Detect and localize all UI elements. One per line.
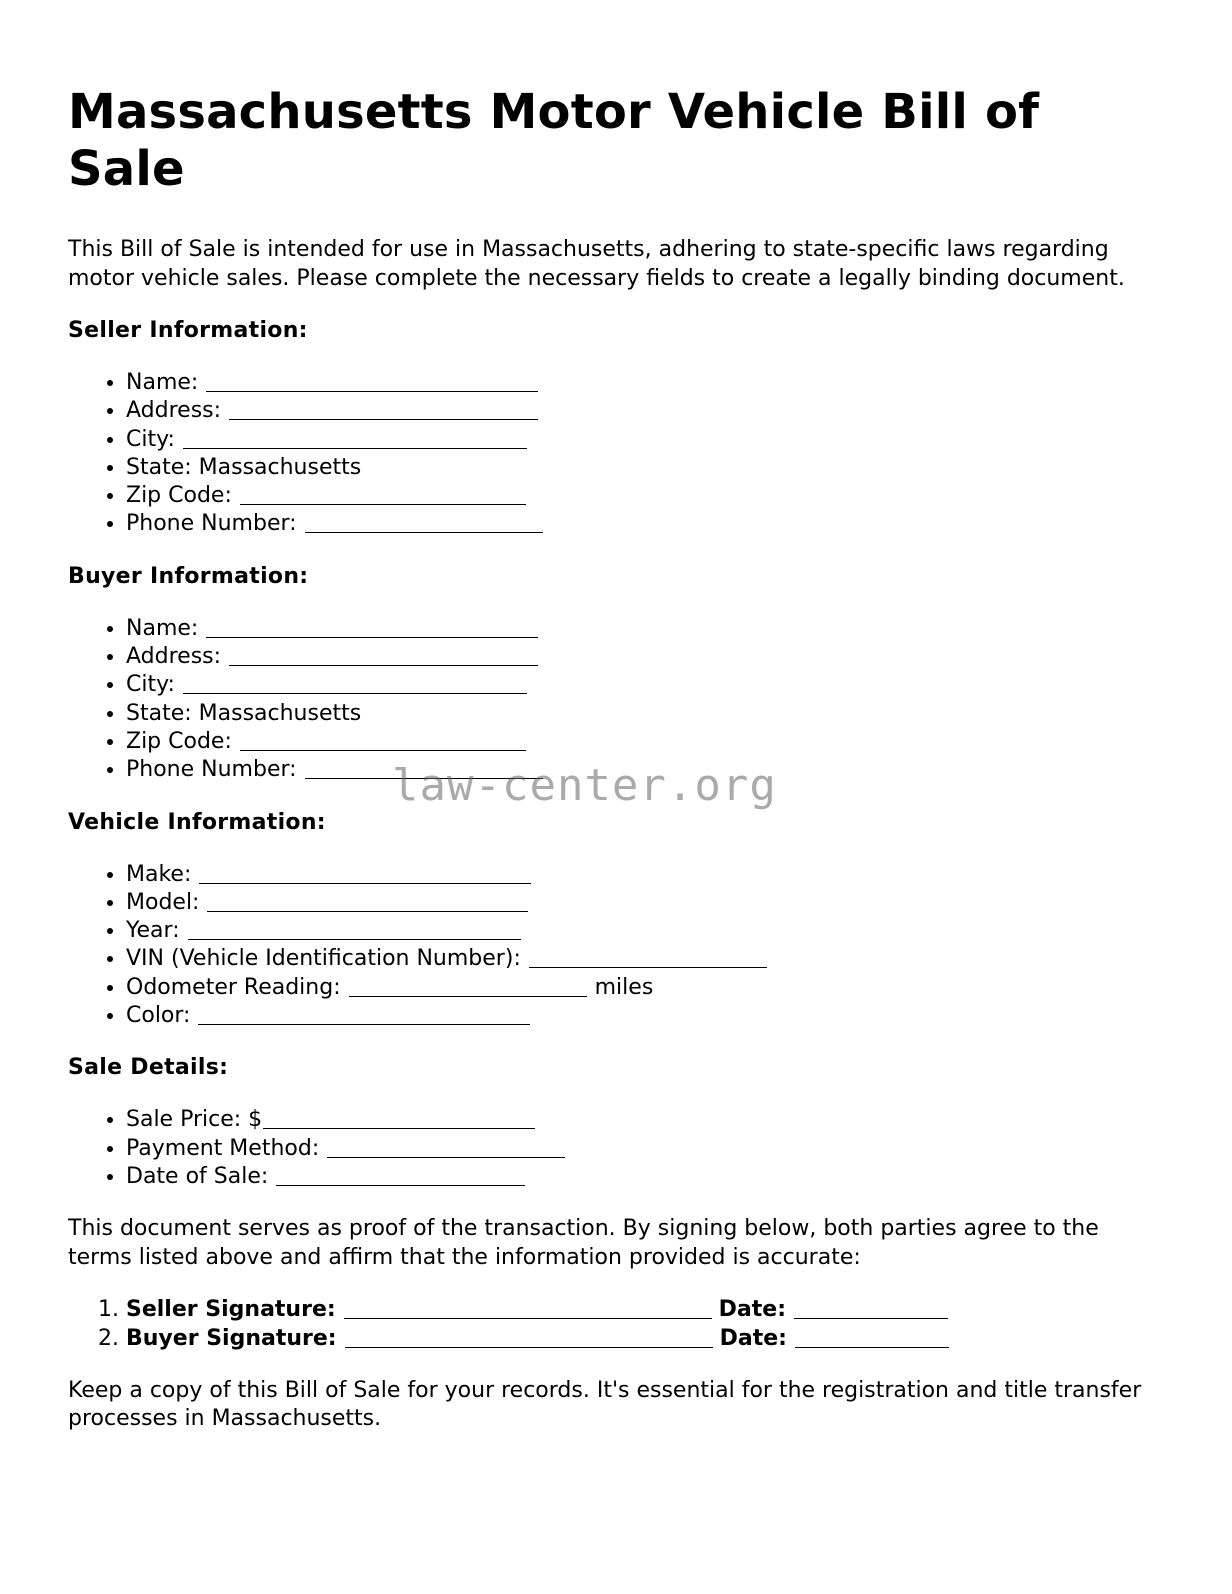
sale-price-field: • Sale Price: $	[126, 1106, 1168, 1134]
sale-payment-field: • Payment Method:	[126, 1135, 1168, 1163]
closing-paragraph: This document serves as proof of the transaction. By signing below, both parties agree to the terms listed above and affirm that the information provided is accurate:	[68, 1216, 1099, 1270]
buyer-zip-blank[interactable]	[240, 750, 526, 751]
buyer-phone-blank[interactable]	[305, 778, 543, 779]
document-title: Massachusetts Motor Vehicle Bill of Sale	[68, 84, 1040, 197]
vehicle-vin-blank[interactable]	[529, 967, 767, 968]
buyer-address-field: • Address:	[126, 643, 1168, 671]
signature-list	[68, 1296, 1168, 1353]
intro-paragraph: This Bill of Sale is intended for use in Massachusetts, adhering to state-specific laws regarding motor vehicle sales. Please complete the necessary fields to create a legally binding document.	[68, 237, 1125, 291]
seller-signature-line: 1. Seller Signature: Date:	[126, 1296, 1168, 1324]
watermark-text: law-center.org	[392, 760, 777, 811]
seller-city-blank[interactable]	[183, 448, 527, 449]
sale-date-blank[interactable]	[276, 1185, 525, 1186]
seller-zip-field: • Zip Code:	[126, 482, 1168, 510]
seller-date-blank[interactable]	[794, 1318, 948, 1319]
buyer-date-blank[interactable]	[795, 1347, 949, 1348]
vehicle-model-field: • Model:	[126, 889, 1168, 917]
buyer-city-blank[interactable]	[183, 693, 527, 694]
seller-phone-blank[interactable]	[305, 532, 543, 533]
vehicle-odometer-field: • Odometer Reading: miles	[126, 974, 1168, 1002]
buyer-heading: Buyer Information:	[68, 563, 309, 589]
seller-fields	[68, 369, 1168, 539]
footer-paragraph: Keep a copy of this Bill of Sale for your records. It's essential for the registration and title transfer processes in Massachusetts.	[68, 1377, 1142, 1432]
seller-heading: Seller Information:	[68, 318, 308, 343]
buyer-signature-line: 2. Buyer Signature: Date:	[126, 1325, 1168, 1353]
document	[68, 84, 1168, 1434]
vehicle-year-blank[interactable]	[188, 939, 521, 940]
vehicle-make-blank[interactable]	[199, 883, 531, 884]
buyer-fields	[68, 615, 1168, 785]
seller-phone-field: • Phone Number:	[126, 510, 1168, 538]
vehicle-heading: Vehicle Information:	[68, 809, 326, 835]
buyer-zip-field: • Zip Code:	[126, 728, 1168, 756]
vehicle-odometer-blank[interactable]	[349, 996, 587, 997]
sale-date-field: • Date of Sale:	[126, 1163, 1168, 1191]
vehicle-make-field: • Make:	[126, 861, 1168, 889]
vehicle-color-field: • Color:	[126, 1002, 1168, 1030]
buyer-state-field: • State: Massachusetts	[126, 700, 1168, 728]
seller-name-field: • Name:	[126, 369, 1168, 397]
sale-fields	[68, 1106, 1168, 1191]
buyer-phone-field: • Phone Number:	[126, 756, 1168, 784]
buyer-name-blank[interactable]	[206, 637, 538, 638]
seller-name-blank[interactable]	[206, 391, 538, 392]
vehicle-color-blank[interactable]	[198, 1024, 530, 1025]
vehicle-fields	[68, 861, 1168, 1031]
seller-address-field: • Address:	[126, 397, 1168, 425]
buyer-address-blank[interactable]	[229, 665, 538, 666]
sale-price-blank[interactable]	[263, 1128, 535, 1129]
buyer-name-field: • Name:	[126, 615, 1168, 643]
sale-payment-blank[interactable]	[327, 1157, 565, 1158]
vehicle-vin-field: • VIN (Vehicle Identification Number):	[126, 945, 1168, 973]
seller-state-field: • State: Massachusetts	[126, 454, 1168, 482]
seller-signature-blank[interactable]	[344, 1318, 712, 1319]
seller-zip-blank[interactable]	[240, 504, 526, 505]
vehicle-year-field: • Year:	[126, 917, 1168, 945]
buyer-signature-blank[interactable]	[345, 1347, 713, 1348]
seller-address-blank[interactable]	[229, 419, 538, 420]
vehicle-model-blank[interactable]	[207, 911, 528, 912]
sale-heading: Sale Details:	[68, 1055, 229, 1081]
buyer-city-field: • City:	[126, 671, 1168, 699]
seller-city-field: • City:	[126, 426, 1168, 454]
